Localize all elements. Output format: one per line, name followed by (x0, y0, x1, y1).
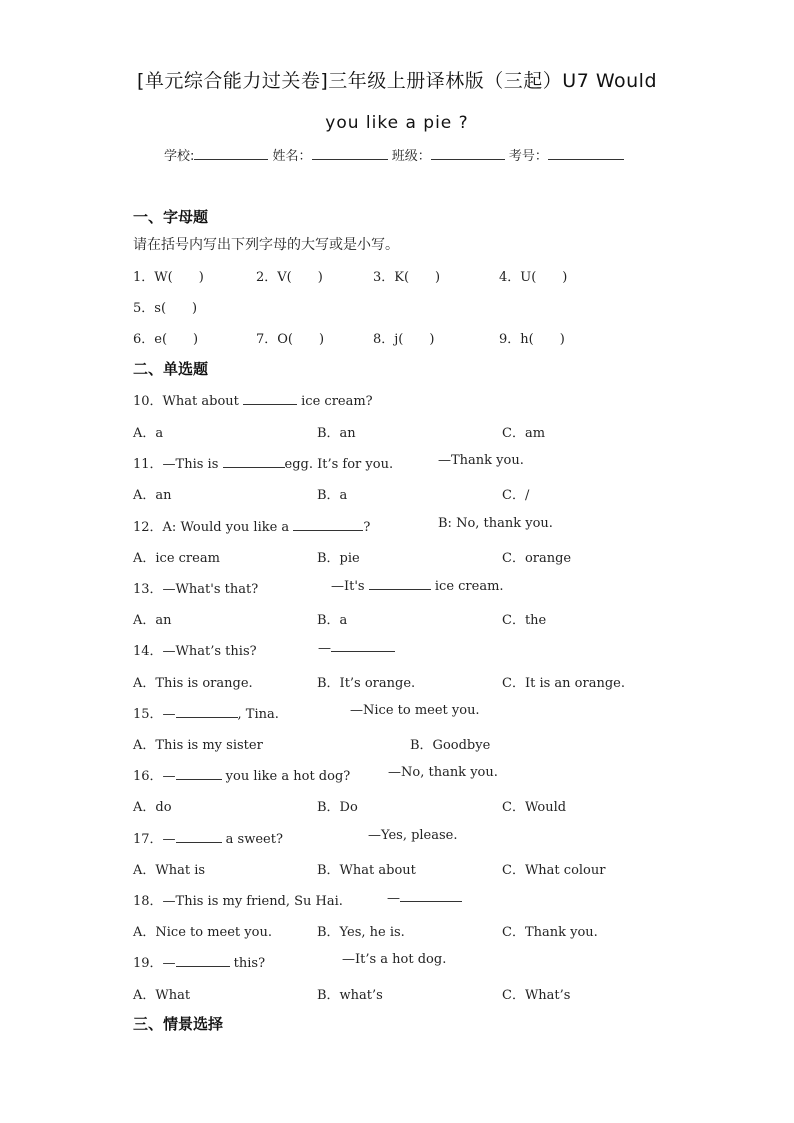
option-a[interactable]: A．a (133, 426, 164, 441)
letter-item: 3．K( ) (373, 270, 441, 285)
answer-blank[interactable] (176, 955, 230, 967)
question-reply: —It’s a hot dog. (342, 952, 447, 967)
option-c[interactable]: C．What colour (502, 863, 606, 878)
letter-item: 2．V( ) (256, 270, 323, 285)
option-b[interactable]: B．Goodbye (410, 738, 491, 753)
option-c[interactable]: C．Thank you. (502, 925, 598, 940)
option-a[interactable]: A．Nice to meet you. (133, 925, 272, 940)
document-title-continued: you like a pie ? (325, 113, 469, 133)
letter-item: 9．h( ) (499, 332, 565, 347)
option-b[interactable]: B．pie (317, 551, 360, 566)
exam-number-label: 考号： (508, 149, 548, 164)
question-reply: — (318, 640, 395, 656)
school-blank[interactable] (194, 147, 268, 160)
option-b[interactable]: B．what’s (317, 988, 383, 1003)
option-a[interactable]: A．What is (133, 863, 206, 878)
section-heading-single-choice: 二、单选题 (133, 360, 209, 378)
answer-blank[interactable] (331, 640, 395, 652)
letter-item: 6．e( ) (133, 332, 199, 347)
question-reply: —No, thank you. (388, 765, 498, 780)
option-b[interactable]: B．a (317, 488, 348, 503)
question-reply: —Nice to meet you. (350, 703, 480, 718)
answer-blank[interactable] (176, 831, 222, 843)
question-stem: 12．A: Would you like a ? (133, 520, 371, 535)
document-title: [单元综合能力过关卷]三年级上册译林版（三起）U7 Would (136, 70, 658, 92)
question-stem: 16．— you like a hot dog? (133, 769, 351, 784)
option-b[interactable]: B．an (317, 426, 356, 441)
question-stem: 17．— a sweet? (133, 832, 283, 847)
question-reply: B: No, thank you. (438, 516, 553, 531)
option-c[interactable]: C．/ (502, 488, 530, 503)
option-a[interactable]: A．an (133, 613, 172, 628)
letter-item: 7．O( ) (256, 332, 325, 347)
question-reply: — (387, 890, 462, 906)
answer-blank[interactable] (369, 578, 431, 590)
option-c[interactable]: C．the (502, 613, 547, 628)
answer-blank[interactable] (293, 519, 363, 531)
student-info-line (164, 145, 624, 164)
question-stem: 14．—What’s this? (133, 644, 257, 659)
exam-number-blank[interactable] (548, 147, 624, 160)
option-b[interactable]: B．What about (317, 863, 416, 878)
letter-item: 5．s( ) (133, 301, 198, 316)
answer-blank[interactable] (243, 393, 297, 405)
option-b[interactable]: B．Yes, he is. (317, 925, 405, 940)
option-c[interactable]: C．orange (502, 551, 572, 566)
option-a[interactable]: A．ice cream (133, 551, 220, 566)
option-b[interactable]: B．It’s orange. (317, 676, 416, 691)
option-c[interactable]: C．Would (502, 800, 567, 815)
option-a[interactable]: A．an (133, 488, 172, 503)
answer-blank[interactable] (176, 768, 222, 780)
name-label: 姓名： (272, 149, 312, 164)
option-c[interactable]: C．It is an orange. (502, 676, 625, 691)
letter-item: 4．U( ) (499, 270, 568, 285)
section-instruction: 请在括号内写出下列字母的大写或是小写。 (133, 237, 399, 253)
option-a[interactable]: A．This is orange. (133, 676, 253, 691)
letter-item: 1．W( ) (133, 270, 204, 285)
question-reply: —Thank you. (438, 453, 524, 468)
question-stem: 15．— , Tina. (133, 707, 279, 722)
option-a[interactable]: A．This is my sister (133, 738, 263, 753)
answer-blank[interactable] (400, 890, 462, 902)
name-blank[interactable] (312, 147, 388, 160)
question-reply: —Yes, please. (368, 828, 458, 843)
class-label: 班级： (391, 149, 431, 164)
question-stem: 13．—What's that? (133, 582, 259, 597)
option-c[interactable]: C．What’s (502, 988, 571, 1003)
option-a[interactable]: A．do (133, 800, 172, 815)
option-b[interactable]: B．a (317, 613, 348, 628)
answer-blank[interactable] (223, 456, 285, 468)
question-stem: 10．What about ice cream? (133, 394, 373, 409)
section-heading-letters: 一、字母题 (133, 208, 209, 226)
option-b[interactable]: B．Do (317, 800, 358, 815)
answer-blank[interactable] (176, 706, 238, 718)
class-blank[interactable] (431, 147, 505, 160)
question-stem: 19．— this? (133, 956, 266, 971)
letter-item: 8．j( ) (373, 332, 435, 347)
option-a[interactable]: A．What (133, 988, 191, 1003)
question-reply: —It's ice cream. (331, 579, 504, 594)
question-stem: 11．—This is egg. It’s for you. (133, 457, 394, 472)
school-label: 学校: (164, 149, 195, 164)
section-heading-situational: 三、情景选择 (133, 1015, 224, 1033)
question-stem: 18．—This is my friend, Su Hai. (133, 894, 343, 909)
option-c[interactable]: C．am (502, 426, 546, 441)
